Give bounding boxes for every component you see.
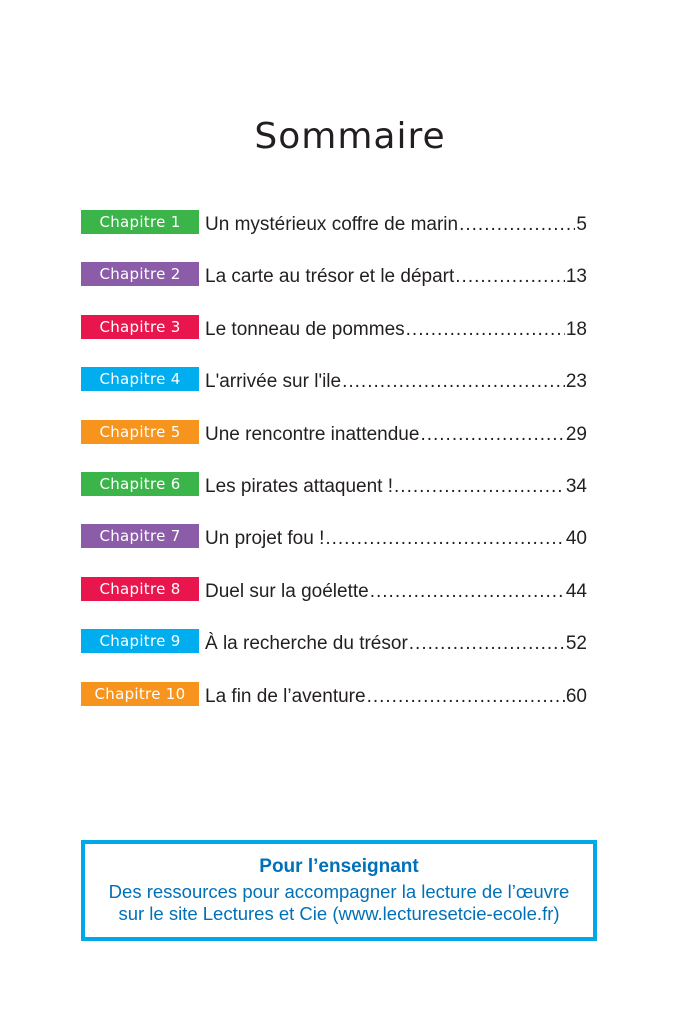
dot-leader (409, 633, 565, 655)
chapter-title: Le tonneau de pommes (205, 318, 405, 340)
chapter-badge: Chapitre 4 (81, 367, 199, 391)
chapter-title: Duel sur la goélette (205, 580, 369, 602)
chapter-badge: Chapitre 5 (81, 420, 199, 444)
toc-row-chapter-3[interactable] (81, 314, 587, 340)
chapter-title: Les pirates attaquent ! (205, 475, 394, 497)
page-number: 23 (565, 371, 587, 393)
chapter-title: Un projet fou ! (205, 528, 325, 550)
chapter-badge: Chapitre 1 (81, 210, 199, 234)
chapter-badge: Chapitre 8 (81, 577, 199, 601)
toc-row-chapter-7[interactable] (81, 523, 587, 549)
dot-leader (325, 528, 565, 550)
toc-row-chapter-6[interactable] (81, 471, 587, 497)
dot-leader (367, 686, 565, 708)
dot-leader (455, 266, 565, 288)
chapter-title: La carte au trésor et le départ (205, 266, 455, 288)
teacher-box-line-2[interactable]: sur le site Lectures et Cie (www.lecturesetcie-ecole.fr) (118, 903, 560, 924)
page-title: Sommaire (254, 116, 446, 158)
chapter-badge: Chapitre 6 (81, 472, 199, 496)
chapter-badge: Chapitre 7 (81, 524, 199, 548)
chapter-title: L'arrivée sur l'ile (205, 371, 342, 393)
toc-row-chapter-5[interactable] (81, 419, 587, 445)
chapter-badge: Chapitre 3 (81, 315, 199, 339)
toc-row-chapter-10[interactable] (81, 681, 587, 707)
dot-leader (370, 581, 565, 603)
chapter-badge: Chapitre 10 (81, 682, 199, 706)
dot-leader (459, 214, 575, 236)
chapter-title: À la recherche du trésor (205, 633, 408, 655)
chapter-title: Une rencontre inattendue (205, 423, 420, 445)
dot-leader (342, 371, 565, 393)
chapter-badge: Chapitre 2 (81, 262, 199, 286)
page-number: 52 (565, 633, 587, 655)
toc-row-chapter-9[interactable] (81, 628, 587, 654)
page-number: 34 (565, 475, 587, 497)
teacher-resources-box (81, 840, 597, 941)
teacher-box-line-1: Des ressources pour accompagner la lecture de l’œuvre (108, 881, 570, 902)
chapter-title: Un mystérieux coffre de marin (205, 214, 459, 235)
table-of-contents (81, 209, 587, 733)
page-number: 29 (565, 423, 587, 445)
toc-row-chapter-1[interactable] (81, 209, 587, 235)
page-number: 13 (565, 266, 587, 288)
page-number: 5 (576, 214, 587, 235)
toc-row-chapter-2[interactable] (81, 261, 587, 287)
dot-leader (420, 424, 564, 446)
chapter-badge: Chapitre 9 (81, 629, 199, 653)
page-number: 18 (565, 318, 587, 340)
page-number: 60 (565, 685, 587, 707)
page-number: 40 (565, 528, 587, 550)
toc-row-chapter-4[interactable] (81, 366, 587, 392)
dot-leader (394, 476, 565, 498)
page-number: 44 (565, 580, 587, 602)
toc-row-chapter-8[interactable] (81, 576, 587, 602)
chapter-title: La fin de l’aventure (205, 685, 366, 707)
teacher-box-title: Pour l’enseignant (259, 856, 419, 877)
dot-leader (406, 319, 565, 341)
teacher-box-text (85, 881, 593, 925)
